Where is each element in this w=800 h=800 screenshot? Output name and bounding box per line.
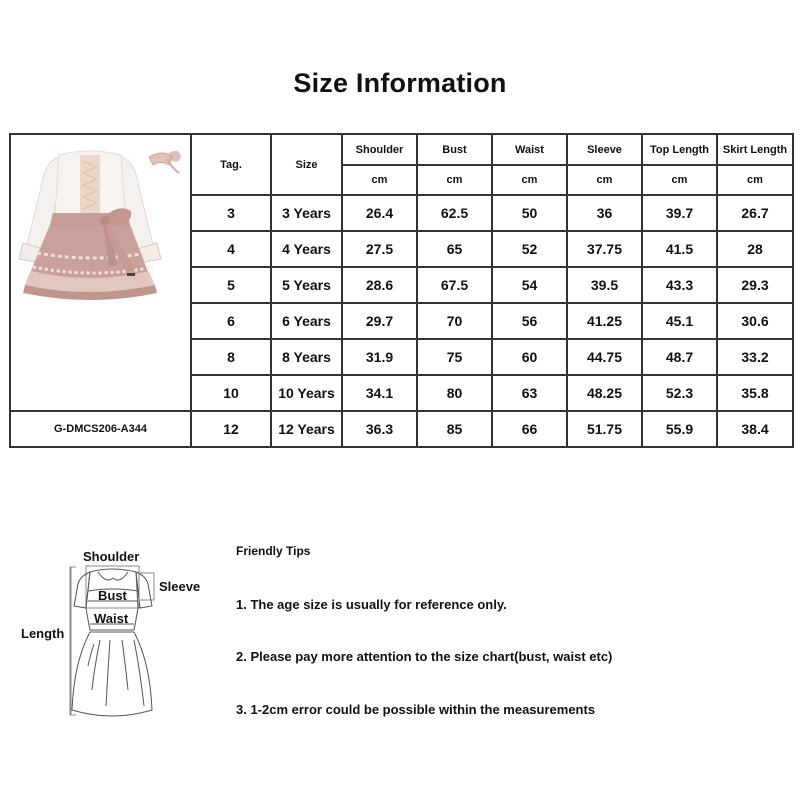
cell-skirt-length: 29.3 bbox=[717, 267, 793, 303]
cell-tag: 8 bbox=[191, 339, 271, 375]
cell-size: 6 Years bbox=[271, 303, 342, 339]
header-shoulder: Shoulder bbox=[342, 134, 417, 165]
cell-top-length: 55.9 bbox=[642, 411, 717, 447]
cell-tag: 3 bbox=[191, 195, 271, 231]
cell-size: 8 Years bbox=[271, 339, 342, 375]
cell-top-length: 52.3 bbox=[642, 375, 717, 411]
cell-skirt-length: 26.7 bbox=[717, 195, 793, 231]
tip-item: 3. 1-2cm error could be possible within the measurements bbox=[236, 702, 596, 717]
cell-bust: 80 bbox=[417, 375, 492, 411]
cell-top-length: 43.3 bbox=[642, 267, 717, 303]
friendly-tips bbox=[236, 544, 756, 717]
unit-bust: cm bbox=[417, 165, 492, 195]
cell-skirt-length: 30.6 bbox=[717, 303, 793, 339]
label-sleeve: Sleeve bbox=[159, 579, 201, 594]
model-code: G-DMCS206-A344 bbox=[10, 411, 191, 447]
dress-measurement-diagram bbox=[10, 540, 220, 740]
cell-size: 12 Years bbox=[271, 411, 342, 447]
cell-sleeve: 44.75 bbox=[567, 339, 642, 375]
cell-shoulder: 26.4 bbox=[342, 195, 417, 231]
cell-size: 3 Years bbox=[271, 195, 342, 231]
cell-bust: 75 bbox=[417, 339, 492, 375]
cell-sleeve: 39.5 bbox=[567, 267, 642, 303]
tip-item: 1. The age size is usually for reference only. bbox=[236, 597, 507, 612]
cell-sleeve: 37.75 bbox=[567, 231, 642, 267]
cell-bust: 65 bbox=[417, 231, 492, 267]
page-title: Size Information bbox=[293, 68, 507, 98]
cell-shoulder: 28.6 bbox=[342, 267, 417, 303]
unit-sleeve: cm bbox=[567, 165, 642, 195]
cell-size: 5 Years bbox=[271, 267, 342, 303]
cell-top-length: 48.7 bbox=[642, 339, 717, 375]
cell-skirt-length: 38.4 bbox=[717, 411, 793, 447]
unit-waist: cm bbox=[492, 165, 567, 195]
cell-shoulder: 27.5 bbox=[342, 231, 417, 267]
cell-tag: 4 bbox=[191, 231, 271, 267]
header-sleeve: Sleeve bbox=[567, 134, 642, 165]
header-waist: Waist bbox=[492, 134, 567, 165]
header-skirt-length: Skirt Length bbox=[717, 134, 793, 165]
unit-top-length: cm bbox=[642, 165, 717, 195]
cell-waist: 54 bbox=[492, 267, 567, 303]
cell-waist: 52 bbox=[492, 231, 567, 267]
cell-bust: 67.5 bbox=[417, 267, 492, 303]
cell-size: 10 Years bbox=[271, 375, 342, 411]
cell-sleeve: 36 bbox=[567, 195, 642, 231]
cell-bust: 85 bbox=[417, 411, 492, 447]
label-shoulder: Shoulder bbox=[83, 549, 140, 564]
cell-waist: 56 bbox=[492, 303, 567, 339]
cell-top-length: 39.7 bbox=[642, 195, 717, 231]
label-length: Length bbox=[21, 626, 65, 641]
cell-skirt-length: 35.8 bbox=[717, 375, 793, 411]
cell-shoulder: 31.9 bbox=[342, 339, 417, 375]
cell-tag: 6 bbox=[191, 303, 271, 339]
cell-top-length: 45.1 bbox=[642, 303, 717, 339]
product-image-cell bbox=[10, 134, 191, 411]
cell-waist: 66 bbox=[492, 411, 567, 447]
cell-sleeve: 48.25 bbox=[567, 375, 642, 411]
cell-waist: 50 bbox=[492, 195, 567, 231]
cell-tag: 12 bbox=[191, 411, 271, 447]
cell-shoulder: 29.7 bbox=[342, 303, 417, 339]
cell-tag: 10 bbox=[191, 375, 271, 411]
header-bust: Bust bbox=[417, 134, 492, 165]
table-row bbox=[10, 411, 793, 447]
cell-waist: 60 bbox=[492, 339, 567, 375]
label-bust: Bust bbox=[98, 588, 127, 603]
tips-title: Friendly Tips bbox=[236, 544, 311, 558]
tip-item: 2. Please pay more attention to the size chart(bust, waist etc) bbox=[236, 649, 613, 664]
label-waist: Waist bbox=[94, 611, 129, 626]
cell-skirt-length: 33.2 bbox=[717, 339, 793, 375]
cell-bust: 62.5 bbox=[417, 195, 492, 231]
cell-tag: 5 bbox=[191, 267, 271, 303]
girls-outfit-photo-icon bbox=[17, 143, 187, 353]
cell-waist: 63 bbox=[492, 375, 567, 411]
cell-bust: 70 bbox=[417, 303, 492, 339]
unit-shoulder: cm bbox=[342, 165, 417, 195]
cell-sleeve: 41.25 bbox=[567, 303, 642, 339]
cell-shoulder: 36.3 bbox=[342, 411, 417, 447]
cell-shoulder: 34.1 bbox=[342, 375, 417, 411]
unit-skirt-length: cm bbox=[717, 165, 793, 195]
size-table bbox=[9, 133, 794, 448]
header-tag: Tag. bbox=[191, 134, 271, 195]
header-top-length: Top Length bbox=[642, 134, 717, 165]
cell-sleeve: 51.75 bbox=[567, 411, 642, 447]
cell-size: 4 Years bbox=[271, 231, 342, 267]
cell-top-length: 41.5 bbox=[642, 231, 717, 267]
cell-skirt-length: 28 bbox=[717, 231, 793, 267]
header-size: Size bbox=[271, 134, 342, 195]
